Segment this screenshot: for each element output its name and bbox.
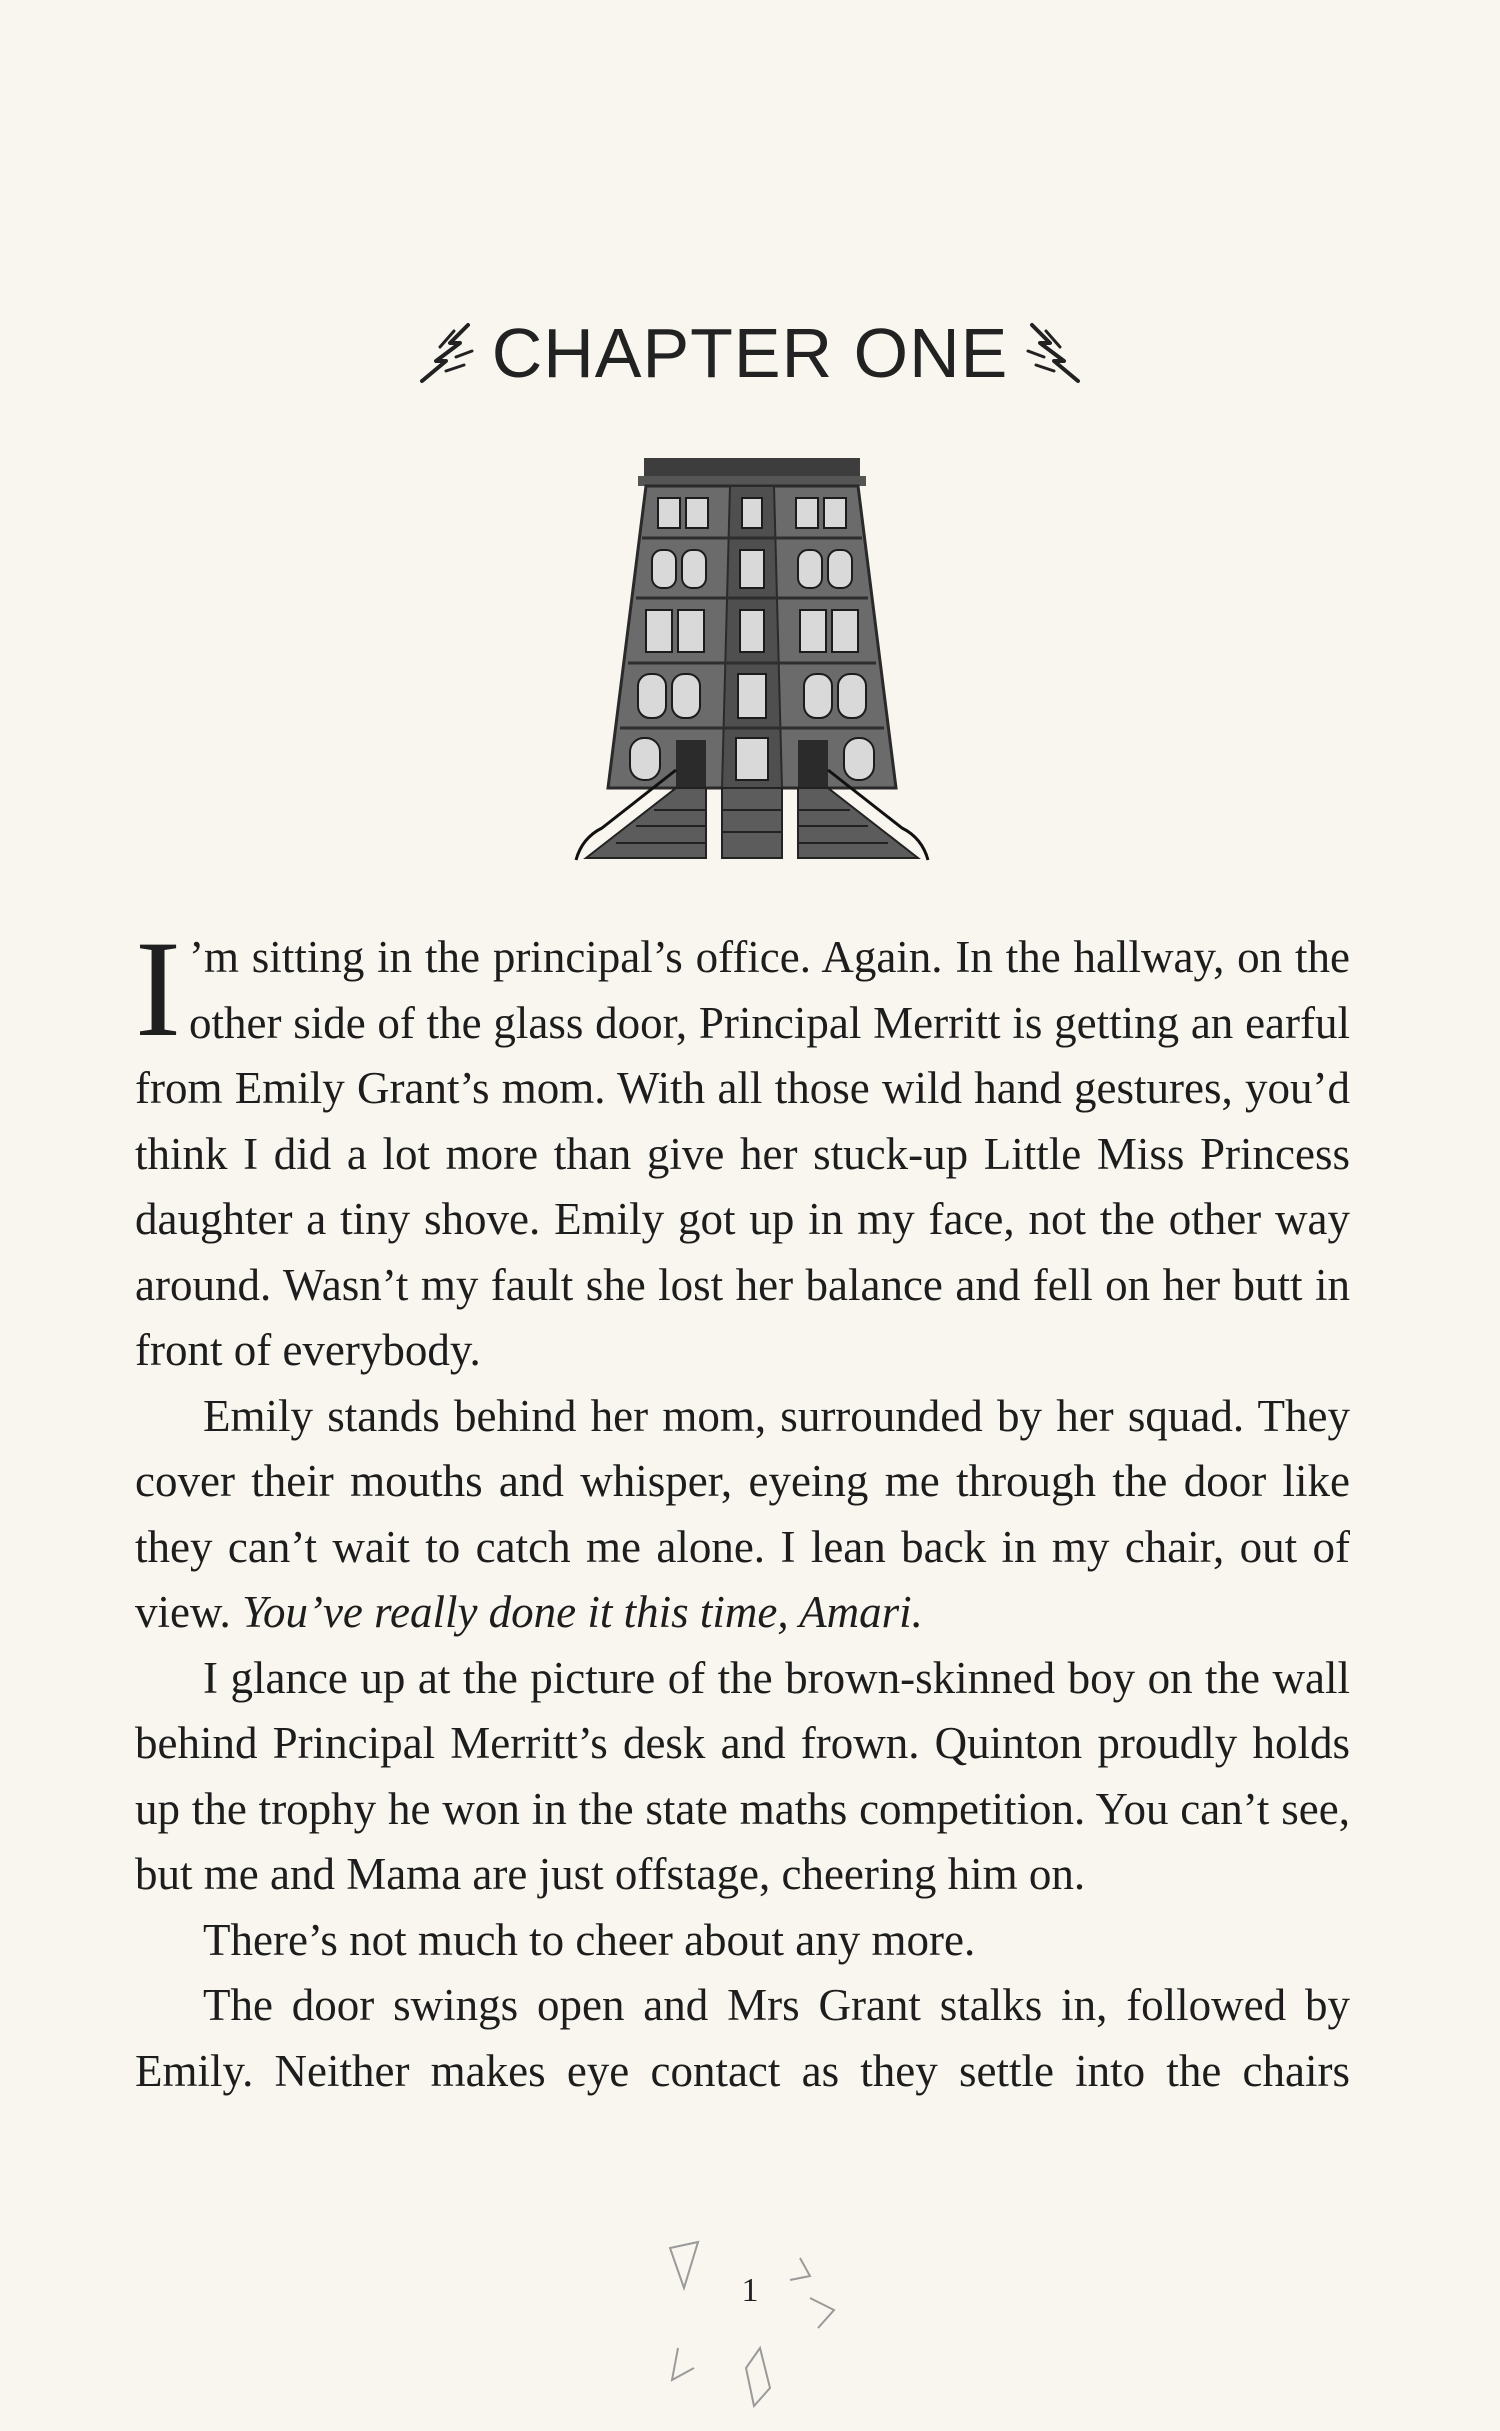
tall-building-illustration <box>546 458 958 862</box>
paragraph-text: I glance up at the picture of the brown-skinned boy on the wall behind Principal Merritt’s desk and frown. Quinton proudly holds up the trophy he won in the state maths competition. You can’t see, but me and Mama are just offstage, cheering him on. <box>135 1652 1350 1899</box>
chapter-text <box>135 912 1350 2104</box>
lightning-ornament-icon <box>416 321 478 385</box>
paragraph-text: ’m sitting in the principal’s office. Again. In the hallway, on the other side of the glass door, Principal Merritt is getting an earful from Emily Grant’s mom. With all those wild hand gestures, you’d think I did a lot more than give her stuck-up Little Miss Princess daughter a tiny shove. Emily got up in my face, not the other way around. Wasn’t my fault she lost her balance and fell on her butt in front of everybody. <box>135 932 1350 1375</box>
paragraph-text: Emily stands behind her mom, surrounded by her squad. They cover their mouths and whisper, eyeing me through the door like they can’t wait to catch me alone. I lean back in my chair, out of view. <box>135 1390 1350 1637</box>
broken-glass-ornament-icon <box>650 2228 870 2418</box>
chapter-title: CHAPTER ONE <box>491 314 1009 392</box>
paragraph <box>135 1384 1350 1646</box>
paragraph <box>135 912 1350 1384</box>
paragraph <box>135 1973 1350 2104</box>
paragraph-text: There’s not much to cheer about any more. <box>203 1914 976 1965</box>
chapter-heading <box>0 314 1500 392</box>
paragraph <box>135 1646 1350 1908</box>
paragraph-text: The door swings open and Mrs Grant stalks in, followed by Emily. Neither makes eye contact as they settle into the chairs <box>135 1980 1350 2096</box>
drop-cap: I <box>135 912 181 1065</box>
lightning-ornament-icon <box>1022 321 1084 385</box>
paragraph-italic-text: You’ve really done it this time, Amari. <box>242 1587 923 1637</box>
paragraph <box>135 1908 1350 1974</box>
page-number: 1 <box>741 2272 759 2309</box>
